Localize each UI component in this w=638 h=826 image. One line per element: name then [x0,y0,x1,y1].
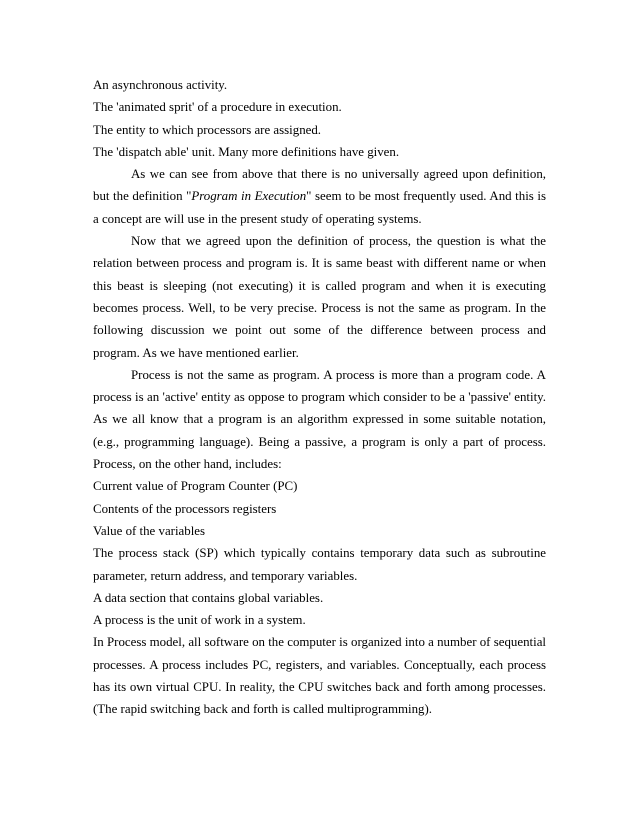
list-item: Contents of the processors registers [93,501,277,516]
list-item: An asynchronous activity. [93,78,228,92]
list-item: The entity to which processors are assigned. [93,122,322,137]
paragraph-text: " seem to be most frequently used. And this is a concept are will use in the present study of operating systems. [93,189,546,226]
list-item: The 'animated sprit' of a procedure in execution. [93,100,342,115]
list-item: The 'dispatch able' unit. Many more definitions have given. [93,144,400,159]
paragraph-active-entity: Process is not the same as program. A process is more than a program code. A process is an 'active' entity as oppose to program which consider to be a 'passive' entity. As we all know that a program is an algorithm expressed in some suitable notation, (e.g., programming language). Being a passive, a program is only a part of process. Process, on the other hand, includes: [93,367,546,472]
paragraph-definition-note [93,163,546,230]
paragraph-process-model: In Process model, all software on the computer is organized into a number of sequential processes. A process includes PC, registers, and variables. Conceptually, each process has its own virtual CPU. In reality, the CPU switches back and forth among processes. (The rapid switching back and forth is called multiprogramming). [93,635,546,717]
list-item: Value of the variables [93,523,206,538]
list-item: Current value of Program Counter (PC) [93,479,298,494]
list-item: A data section that contains global variables. [93,590,324,605]
paragraph-text: As we can see from above that there is no universally agreed upon definition, but the definition " [93,167,546,204]
document-body [93,74,546,721]
paragraph-process-stack: The process stack (SP) which typically contains temporary data such as subroutine parameter, return address, and temporary variables. [93,546,546,583]
list-item: A process is the unit of work in a system. [93,613,306,628]
paragraph-process-vs-program: Now that we agreed upon the definition of process, the question is what the relation between process and program is. It is same beast with different name or when this beast is sleeping (not executing) it is called program and when it is executing becomes process. Well, to be very precise. Process is not the same as program. In the following discussion we point out some of the difference between process and program. As we have mentioned earlier. [93,234,546,360]
emphasis-text: Program in Execution [191,189,307,204]
